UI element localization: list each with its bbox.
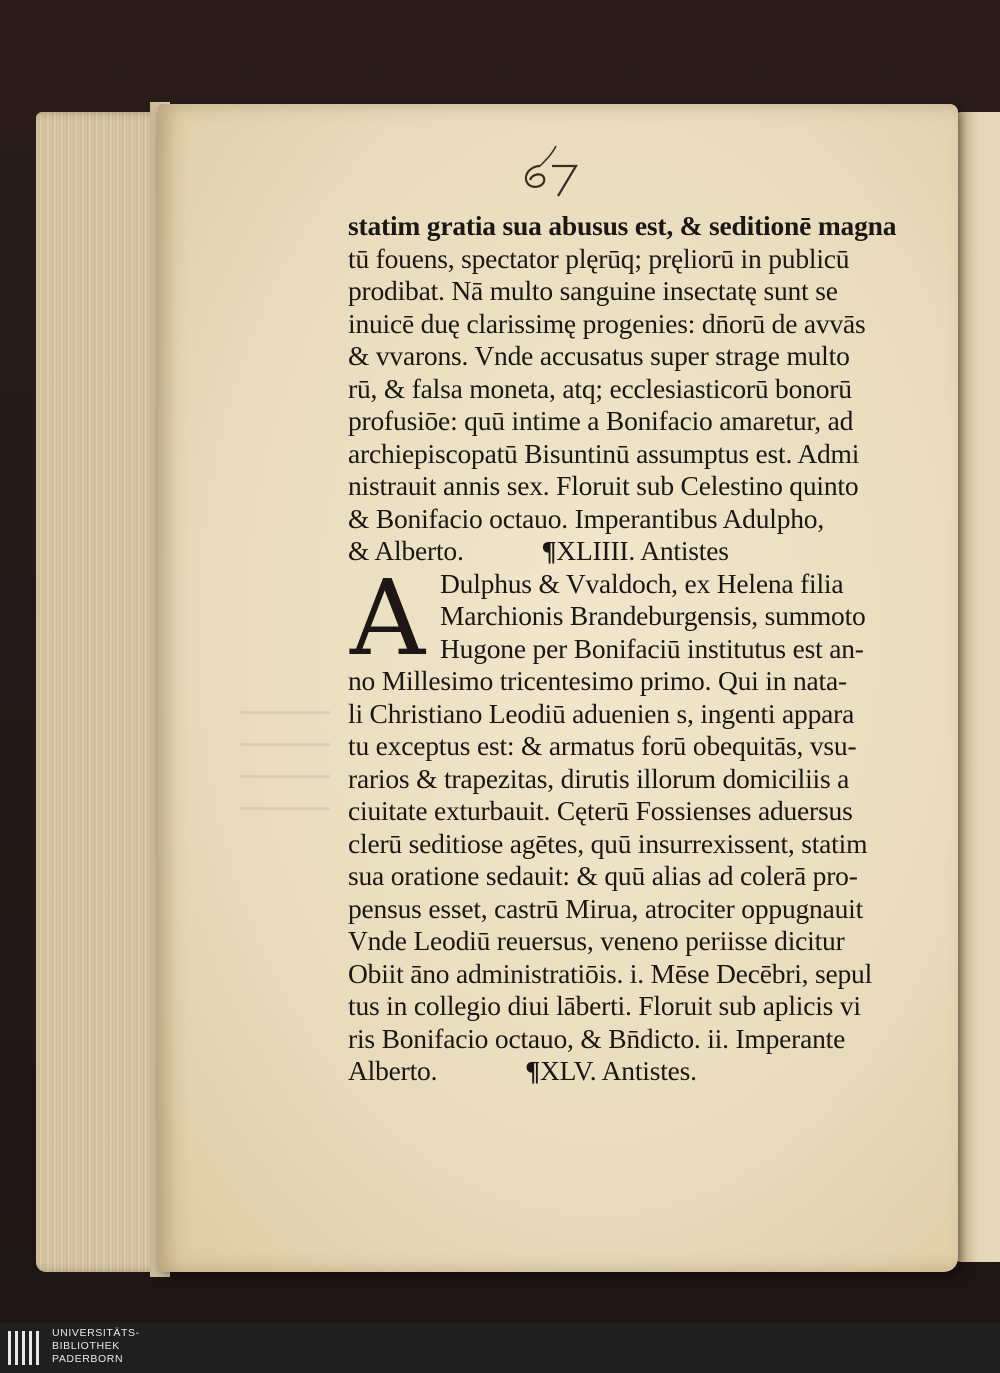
facing-page-edge — [955, 112, 1000, 1262]
text-line: profusiōe: quū intime a Bonifacio amaretur, ad — [348, 405, 854, 436]
text-line: Hugone per Bonifaciū institutus est an- — [440, 632, 864, 664]
text-line: tū fouens, spectator plęrūq; pręliorū in publicū — [348, 242, 850, 274]
folio-number — [512, 136, 602, 206]
text-line: rarios & trapezitas, dirutis illorum domiciliis a — [348, 762, 850, 794]
text-line: archiepiscopatū Bisuntinū assumptus est. Admi — [348, 437, 860, 469]
text-line: Vnde Leodiū reuersus, veneno periisse dicitur — [348, 925, 845, 956]
text-line: clerū seditiose agētes, quū insurrexissent, statim — [348, 827, 868, 859]
text-line: li Christiano Leodiū aduenien s, ingenti appara — [348, 697, 855, 729]
text-line: rū, & falsa moneta, atq; ecclesiasticorū bonorū — [348, 372, 852, 404]
section-heading — [348, 535, 938, 568]
text-line: tus in collegio diui lāberti. Floruit sub aplicis vi — [348, 990, 861, 1021]
section-heading — [348, 1055, 938, 1088]
text-line: nistrauit annis sex. Floruit sub Celestino quinto — [348, 470, 859, 501]
text-line: Marchionis Brandeburgensis, summoto — [440, 600, 866, 631]
text-line: Dulphus & Vvaldoch, ex Helena filia — [440, 567, 844, 599]
library-logo-icon — [8, 1331, 42, 1365]
text-line: & Bonifacio octauo. Imperantibus Adulpho, — [348, 502, 825, 534]
library-name-line: PADERBORN — [52, 1353, 124, 1365]
text-line: inuicē duę clarissimę progenies: dn̄orū de avvās — [348, 307, 866, 339]
text-line: no Millesimo tricentesimo primo. Qui in nata- — [348, 665, 847, 696]
text-line: ris Bonifacio octauo, & Bn̄dicto. ii. Imperante — [348, 1022, 846, 1054]
text-line: sua oratione sedauit: & quū alias ad colerā pro- — [348, 860, 858, 891]
text-line: ciuitate exturbauit. Cęterū Fossienses aduersus — [348, 795, 853, 826]
handwritten-folio — [512, 136, 602, 206]
drop-cap: A — [350, 556, 425, 679]
text-line: prodibat. Nā multo sanguine insectatę sunt se — [348, 275, 838, 306]
text-line: tu exceptus est: & armatus forū obequitās, vsu- — [348, 730, 857, 761]
heading-name: & Alberto. — [348, 535, 464, 566]
library-name — [52, 1327, 140, 1366]
library-footer — [0, 1322, 1000, 1373]
text-line: Obiit āno administratiōis. i. Mēse Decēbri, sepul — [348, 957, 873, 989]
book-page-edges — [36, 112, 164, 1272]
text-block — [348, 210, 938, 1088]
pilcrow-icon: ¶ — [525, 1055, 540, 1086]
library-name-line: UNIVERSITÄTS- — [52, 1327, 140, 1339]
pilcrow-icon: ¶ — [541, 535, 557, 566]
heading-number: XLIIII. Antistes — [556, 535, 729, 566]
text-line: & vvarons. Vnde accusatus super strage multo — [348, 340, 850, 371]
heading-number: XLV. Antistes. — [539, 1055, 697, 1086]
dropcap-paragraph — [348, 556, 938, 679]
text-line: statim gratia sua abusus est, & seditionē magna — [348, 210, 897, 241]
library-name-line: BIBLIOTHEK — [52, 1340, 120, 1352]
heading-name: Alberto. — [348, 1055, 438, 1086]
text-line: pensus esset, castrū Mirua, atrociter oppugnauit — [348, 892, 864, 924]
show-through-shadow — [240, 700, 330, 810]
